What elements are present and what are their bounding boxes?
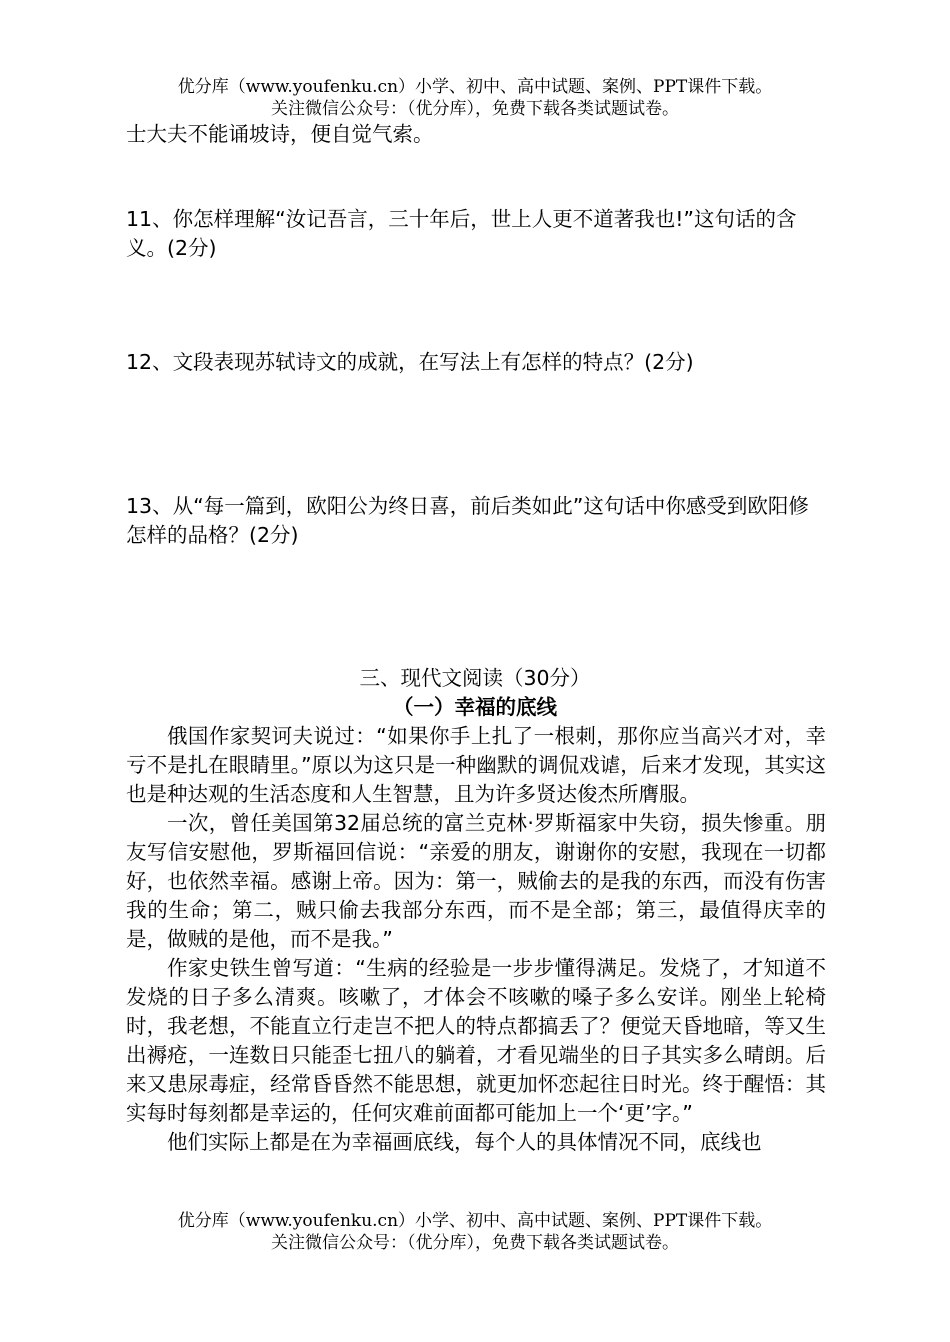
paragraph-2: 一次，曾任美国第32届总统的富兰克林·罗斯福家中失窃，损失惨重。朋友写信安慰他，罗斯福回信说：“亲爱的朋友，谢谢你的安慰，我现在一切都好，也依然幸福。感谢上帝。因为：第一，贼偷去的是我的东西，而没有伤害我的生命；第二，贼只偷去我部分东西，而不是全部；第三，最值得庆幸的是，做贼的是他，而不是我。” — [126, 811, 826, 951]
header-line-1: 优分库（www.youfenku.cn）小学、初中、高中试题、案例、PPT课件下载。 — [177, 77, 773, 97]
article-body — [126, 722, 826, 1157]
header-line-2: 关注微信公众号：（优分库），免费下载各类试题试卷。 — [271, 99, 679, 119]
paragraph-1: 俄国作家契诃夫说过：“如果你手上扎了一根刺，那你应当高兴才对，幸亏不是扎在眼睛里。”原以为这只是一种幽默的调侃戏谑，后来才发现，其实这也是种达观的生活态度和人生智慧，且为许多贤达俊杰所膺服。 — [126, 724, 826, 806]
article-title: （一）幸福的底线 — [393, 695, 557, 719]
continuation-text: 士大夫不能诵坡诗，便自觉气索。 — [126, 122, 434, 146]
question-11: 11、你怎样理解“汝记吾言，三十年后，世上人更不道著我也!”这句话的含义。(2分) — [126, 207, 797, 260]
question-12: 12、文段表现苏轼诗文的成就，在写法上有怎样的特点？(2分) — [126, 350, 694, 374]
footer-line-2: 关注微信公众号：（优分库），免费下载各类试题试卷。 — [271, 1233, 679, 1253]
paragraph-4: 他们实际上都是在为幸福画底线，每个人的具体情况不同，底线也 — [167, 1130, 762, 1154]
footer-line-1: 优分库（www.youfenku.cn）小学、初中、高中试题、案例、PPT课件下载。 — [177, 1211, 773, 1231]
question-13: 13、从“每一篇到，欧阳公为终日喜，前后类如此”这句话中你感受到欧阳修怎样的品格？(2分) — [126, 494, 809, 547]
paragraph-3: 作家史铁生曾写道：“生病的经验是一步步懂得满足。发烧了，才知道不发烧的日子多么清爽。咳嗽了，才体会不咳嗽的嗓子多么安详。刚坐上轮椅时，我老想，不能直立行走岂不把人的特点都搞丢了？便觉天昏地暗，等又生出褥疮，一连数日只能歪七扭八的躺着，才看见端坐的日子其实多么晴朗。后来又患尿毒症，经常昏昏然不能思想，就更加怀恋起往日时光。终于醒悟：其实每时每刻都是幸运的，任何灾难前面都可能加上一个‘更’字。” — [126, 956, 826, 1125]
section-title: 三、现代文阅读（30分） — [359, 666, 591, 690]
